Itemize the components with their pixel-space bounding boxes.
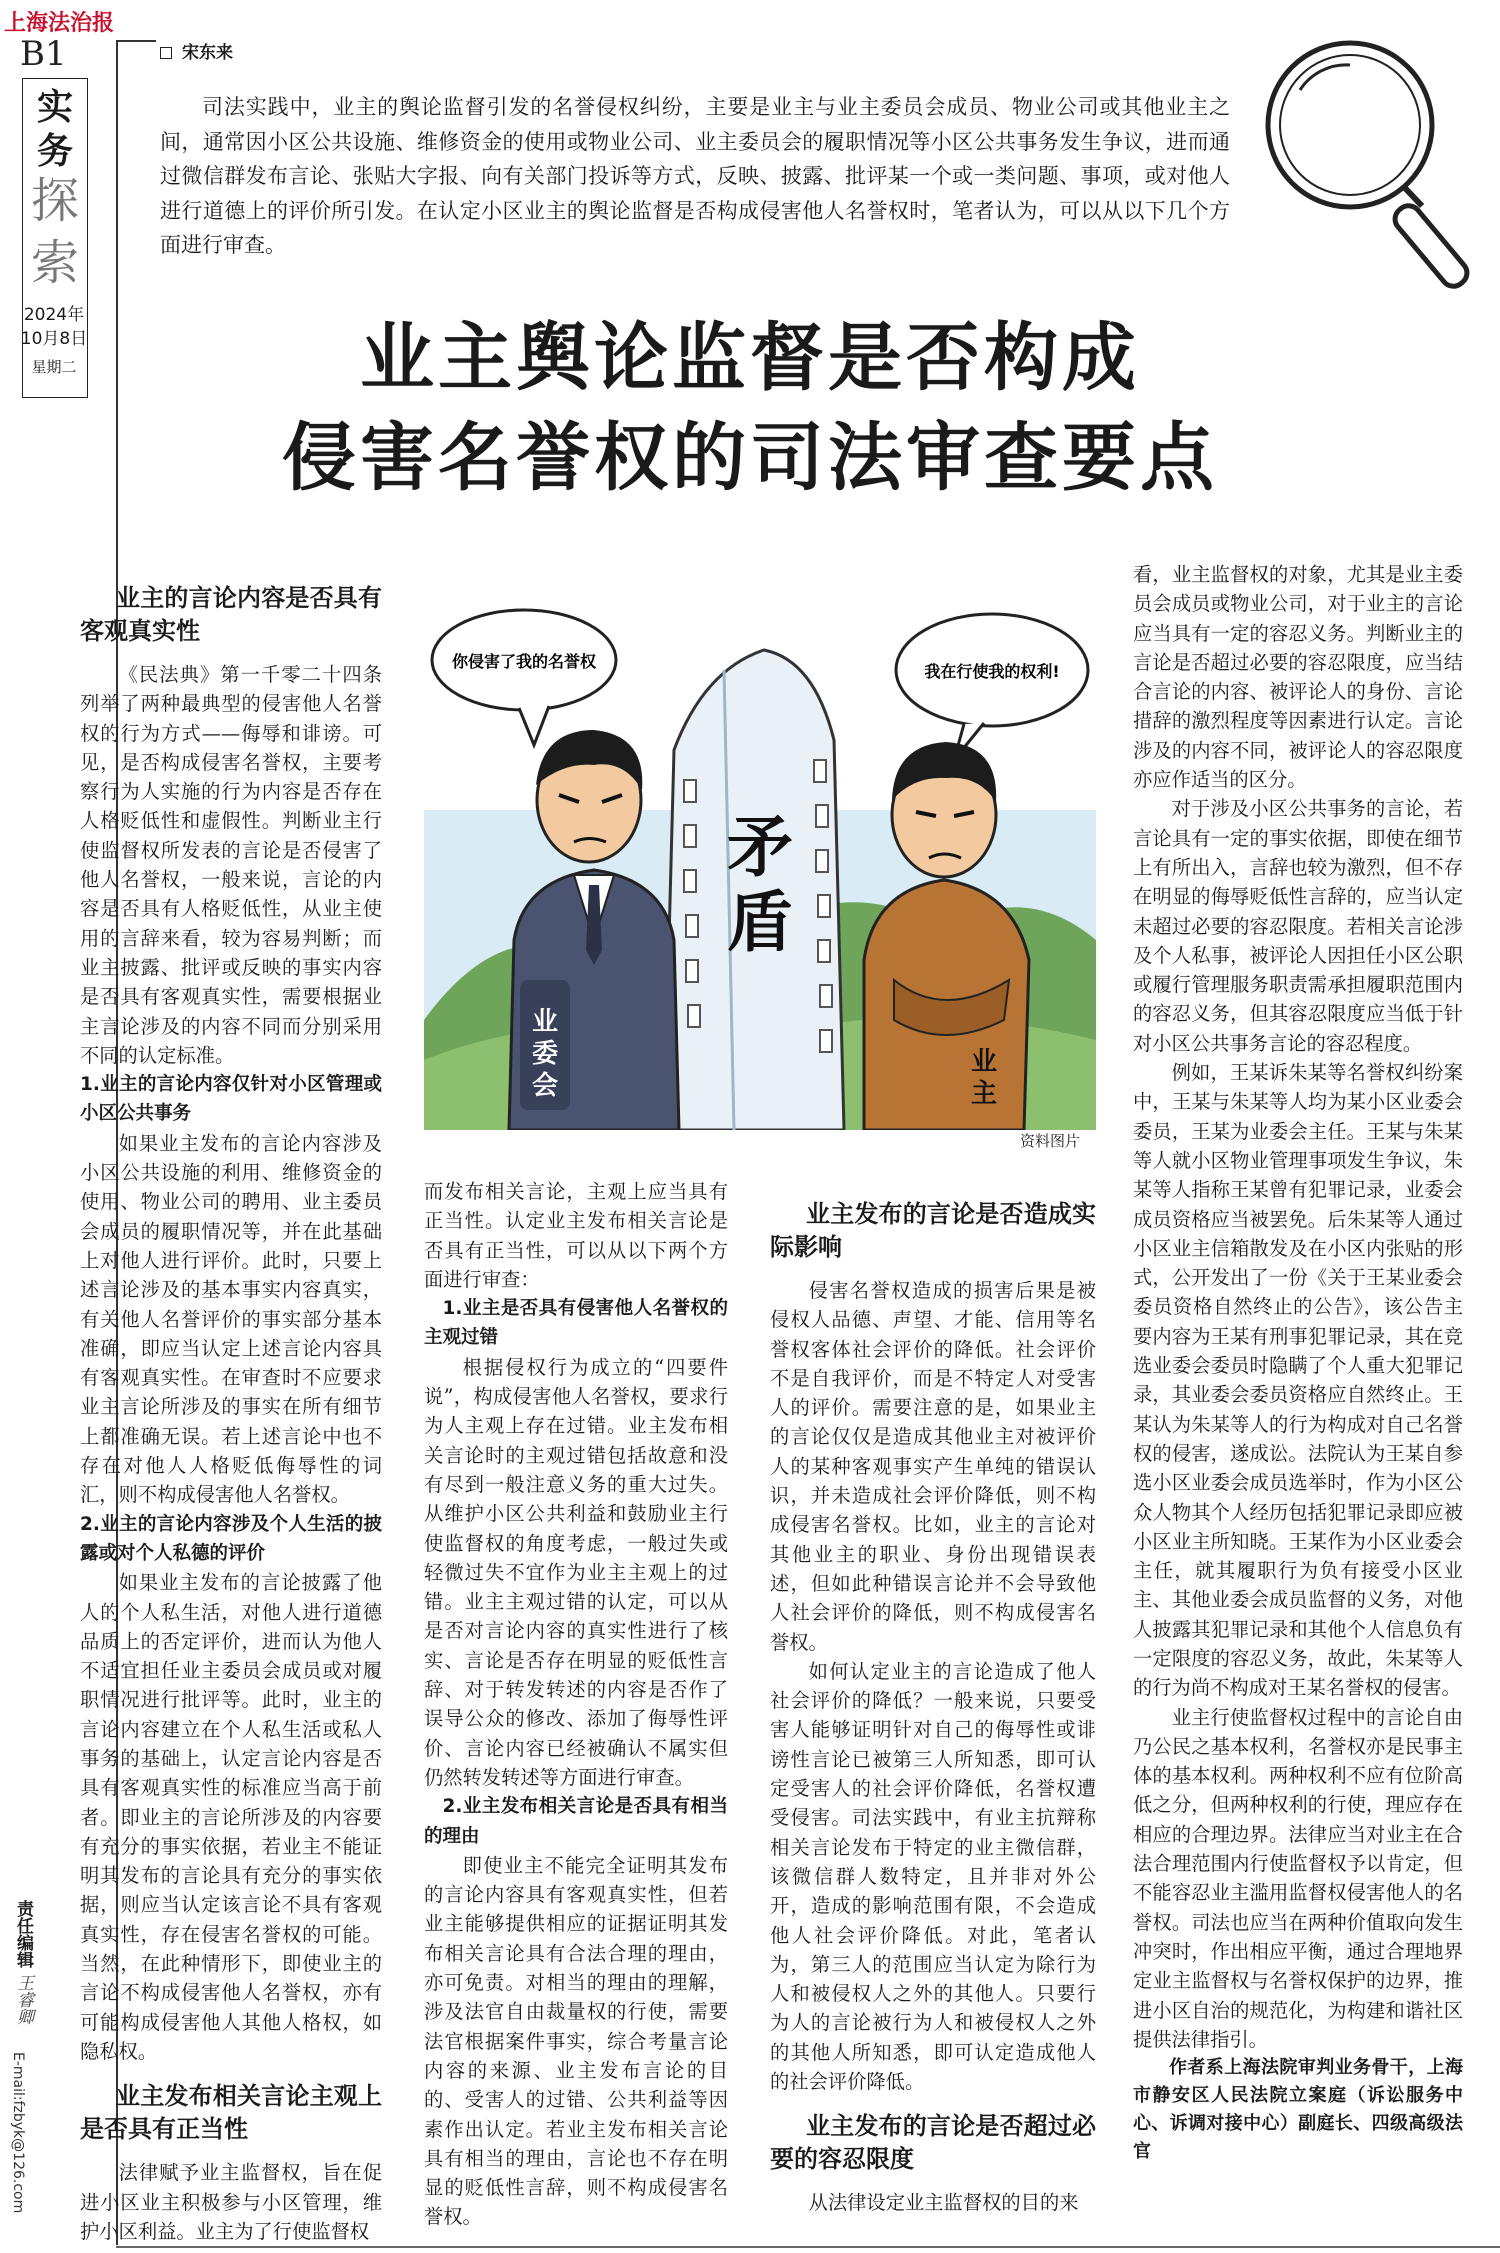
column-2 <box>424 1177 728 2232</box>
subheading: 业主发布的言论是否造成实际影响 <box>770 1200 1096 1261</box>
date-day: 10月8日 <box>20 329 88 349</box>
label-committee-2: 委 <box>531 1039 559 1069</box>
paragraph: 对于涉及小区公共事务的言论，若言论具有一定的事实依据，即使在细节上有所出入，言辞也较为激烈，但不存在明显的侮辱贬低性言辞的，应当认定未超过必要的容忍限度。若相关言论涉及个人私事，被评论人因担任小区公职或履行管理服务职责需承担履职范围内的容忍义务，但其容忍限度应当低于针对小区公共事务言论的容忍程度。 <box>1133 797 1463 1055</box>
bottom-divider <box>116 2246 1500 2248</box>
building-label-top: 矛 <box>727 809 793 886</box>
label-owner-2: 主 <box>970 1079 998 1109</box>
headline-line-1: 业主舆论监督是否构成 <box>360 315 1140 401</box>
paragraph: 如何认定业主的言论造成了他人社会评价的降低？一般来说，只要受害人能够证明针对自己的侮辱性或诽谤性言论已被第三人所知悉，即可认定受害人的社会评价降低，名誉权遭受侵害。司法实践中，有业主抗辩称相关言论发布于特定的业主微信群，该微信群人数特定，且并非对外公开，造成的影响范围有限，不会造成他人社会评价降低。对此，笔者认为，第三人的范围应当认定为除行为人和被侵权人之外的其他人。只要行为人的言论被行为人和被侵权人之外的其他人所知悉，即可认定造成他人的社会评价降低。 <box>770 1659 1096 2094</box>
editor-credit <box>2 1900 32 2025</box>
bubble-left-text: 你侵害了我的名誉权 <box>451 652 597 671</box>
column-1 <box>80 582 382 2246</box>
lead-paragraph: 司法实践中，业主的舆论监督引发的名誉侵权纠纷，主要是业主与业主委员会成员、物业公司或其他业主之间，通常因小区公共设施、维修资金的使用或物业公司、业主委员会的履职情况等小区公共事务发生争议，进而通过微信群发布言论、张贴大字报、向有关部门投诉等方式，反映、披露、批评某一个或一类问题、事项，或对他人进行道德上的评价所引发。在认定小区业主的舆论监督是否构成侵害他人名誉权时，笔者认为，可以从以下几个方面进行审查。 <box>160 95 1230 257</box>
paragraph: 例如，王某诉朱某等名誉权纠纷案中，王某与朱某等人均为某小区业委会委员，王某为业委会主任。王某与朱某等人就小区物业管理事项发生争议，朱某等人指称王某曾有犯罪记录，业委会成员资格应当被罢免。后朱某等人通过小区业主信箱散发及在小区内张贴的形式，公开发出了一份《关于王某业委会委员资格自然终止的公告》，该公告主要内容为王某有刑事犯罪记录，其在竞选业委会委员时隐瞒了个人重大犯罪记录，其业委会委员资格应自然终止。王某认为朱某等人的行为构成对自己名誉权的侵害，遂成讼。法院认为王某自参选小区业委会成员选举时，作为小区公众人物其个人经历包括犯罪记录即应被小区业主所知晓。王某作为小区业委会主任，就其履职行为负有接受小区业主、其他业委会成员监督的义务，对他人披露其犯罪记录和其他个人信息负有一定限度的容忍义务，故此，朱某等人的行为尚不构成对王某名誉权的侵害。 <box>1133 1061 1463 1700</box>
label-owner-1: 业 <box>970 1047 998 1077</box>
paragraph: 业主行使监督权过程中的言论自由乃公民之基本权利，名誉权亦是民事主体的基本权利。两种权利不应有位阶高低之分，但两种权利的行使，理应存在相应的合理边界。法律应当对业主在合法合理范围内行使监督权予以肯定，但不能容忍业主滥用监督权侵害他人的名誉权。司法也应当在两种价值取向发生冲突时，作出相应平衡，通过合理地界定业主监督权与名誉权保护的边界，推进小区自治的规范化，为构建和谐社区提供法律指引。 <box>1133 1705 1463 2051</box>
paragraph: 根据侵权行为成立的“四要件说”，构成侵害他人名誉权，要求行为人主观上存在过错。业主发布相关言论时的主观过错包括故意和没有尽到一般注意义务的重大过失。从维护小区公共利益和鼓励业主行使监督权的角度考虑，一般过失或轻微过失不宜作为业主主观上的过错。业主主观过错的认定，可以从是否对言论内容的真实性进行了核实、言论是否存在明显的贬低性言辞、对于转发转述的内容是否作了误导公众的修改、添加了侮辱性评价、言论内容已经被确认不属实但仍然转发转述等方面进行审查。 <box>424 1355 728 1789</box>
masthead-logo: 上海法治报 <box>4 10 115 36</box>
point-heading: 2.业主的言论内容涉及个人生活的披露或对个人私德的评价 <box>80 1513 382 1564</box>
editor-label: 责任编辑 <box>13 1900 33 1968</box>
page-number: B1 <box>20 34 67 74</box>
image-caption: 资料图片 <box>1020 1132 1081 1150</box>
paragraph: 如果业主发布的言论内容涉及小区公共设施的利用、维修资金的使用、物业公司的聘用、业主委员会成员的履职情况等，并在此基础上对他人进行评价。此时，只要上述言论涉及的基本事实内容真实，有关他人名誉评价的事实部分基本准确，即应当认定上述言论内容具有客观真实性。在审查时不应要求业主言论所涉及的事实在所有细节上都准确无误。若上述言论中也不存在对他人人格贬低侮辱性的词汇，则不构成侵害他人名誉权。 <box>80 1131 382 1507</box>
date-year: 2024年 <box>23 305 85 325</box>
section-title-a: 实务 <box>36 87 73 172</box>
editor-email: E-mail:fzbyk@126.com <box>10 2052 26 2214</box>
author-name: 宋东来 <box>182 43 233 63</box>
paragraph: 侵害名誉权造成的损害后果是被侵权人品德、声望、才能、信用等名誉权客体社会评价的降低。社会评价不是自我评价，而是不特定人对受害人的评价。需要注意的是，如果业主的言论仅仅是造成其他业主对被评价人的某种客观事实产生单纯的错误认识，并未造成社会评价降低，则不构成侵害名誉权。比如，业主的言论对其他业主的职业、身份出现错误表述，但如此种错误言论并不会导致他人社会评价的降低，则不构成侵害名誉权。 <box>770 1279 1096 1654</box>
paragraph: 从法律设定业主监督权的目的来 <box>808 2191 1079 2215</box>
building-label-bottom: 盾 <box>727 884 793 961</box>
author-line <box>160 38 233 63</box>
paragraph: 《民法典》第一千零二十四条列举了两种最典型的侵害他人名誉权的行为方式——侮辱和诽谤。可见，是否构成侵害名誉权，主要考察行为人实施的行为内容是否存在人格贬低性和虚假性。判断业主行使监督权所发表的言论是否侵害了他人名誉权，一般来说，言论的内容是否具有人格贬低性，从业主使用的言辞来看，较为容易判断；而业主披露、批评或反映的事实内容是否具有客观真实性，需要根据业主言论涉及的内容不同而分别采用不同的认定标准。 <box>80 663 382 1067</box>
editor-name: 王睿卿 <box>13 1973 33 2025</box>
label-committee-1: 业 <box>531 1007 559 1037</box>
paragraph: 法律赋予业主监督权，旨在促进小区业主积极参与小区管理，维护小区利益。业主为了行使监督权 <box>80 2161 382 2243</box>
top-divider <box>116 40 156 42</box>
subheading: 业主的言论内容是否具有客观真实性 <box>80 584 382 645</box>
label-committee-3: 会 <box>531 1071 559 1101</box>
illustration <box>424 580 1096 1130</box>
paragraph: 如果业主发布的言论披露了他人的个人私生活，对他人进行道德品质上的否定评价，进而认为他人不适宜担任业主委员会成员或对履职情况进行批评等。此时，业主的言论内容建立在个人私生活或私人事务的基础上，认定言论内容是否具有客观真实性的标准应当高于前者。即业主的言论所涉及的内容要有充分的事实依据，若业主不能证明其发布的言论具有充分的事实依据，则应当认定该言论不具有客观真实性，存在侵害名誉权的可能。当然，在此种情形下，即使业主的言论不构成侵害他人名誉权，亦有可能构成侵害他人其他人格权，如隐私权。 <box>80 1571 382 2063</box>
paragraph: 即使业主不能完全证明其发布的言论内容具有客观真实性，但若业主能够提供相应的证据证明其发布相关言论具有合法合理的理由，亦可免责。对相当的理由的理解，涉及法官自由裁量权的行使，需要法官根据案件事实，综合考量言论内容的来源、业主发布言论的目的、受害人的过错、公共利益等因素作出认定。若业主发布相关言论具有相当的理由，言论也不存在明显的贬低性言辞，则不构成侵害名誉权。 <box>424 1853 728 2229</box>
point-heading: 1.业主是否具有侵害他人名誉权的主观过错 <box>424 1298 728 1349</box>
headline <box>150 308 1350 508</box>
magnifier-icon <box>1240 30 1480 310</box>
bubble-right-text: 我在行使我的权利! <box>924 662 1060 681</box>
checkbox-icon <box>160 47 172 59</box>
date-weekday: 星期二 <box>31 358 77 376</box>
point-heading: 2.业主发布相关言论是否具有相当的理由 <box>424 1796 728 1847</box>
column-4 <box>1133 560 1463 2166</box>
column-3 <box>770 1198 1096 2218</box>
author-bio: 作者系上海法院审判业务骨干，上海市静安区人民法院立案庭（诉讼服务中心、诉调对接中心）副庭长、四级高级法官 <box>1133 2057 1463 2163</box>
subheading: 业主发布的言论是否超过必要的容忍限度 <box>770 2112 1096 2174</box>
subheading: 业主发布相关言论主观上是否具有正当性 <box>80 2082 382 2144</box>
section-title-b: 探索 <box>30 173 79 291</box>
paragraph: 而发布相关言论，主观上应当具有正当性。认定业主发布相关言论是否具有正当性，可以从以下两个方面进行审查： <box>424 1180 728 1291</box>
headline-line-2: 侵害名誉权的司法审查要点 <box>282 415 1218 501</box>
point-heading: 1.业主的言论内容仅针对小区管理或小区公共事务 <box>80 1074 382 1125</box>
paragraph: 看，业主监督权的对象，尤其是业主委员会成员或物业公司，对于业主的言论应当具有一定的容忍义务。判断业主的言论是否超过必要的容忍限度，应当结合言论的内容、被评论人的身份、言论措辞的激烈程度等因素进行认定。言论涉及的内容不同，被评论人的容忍限度亦应作适当的区分。 <box>1133 563 1463 792</box>
